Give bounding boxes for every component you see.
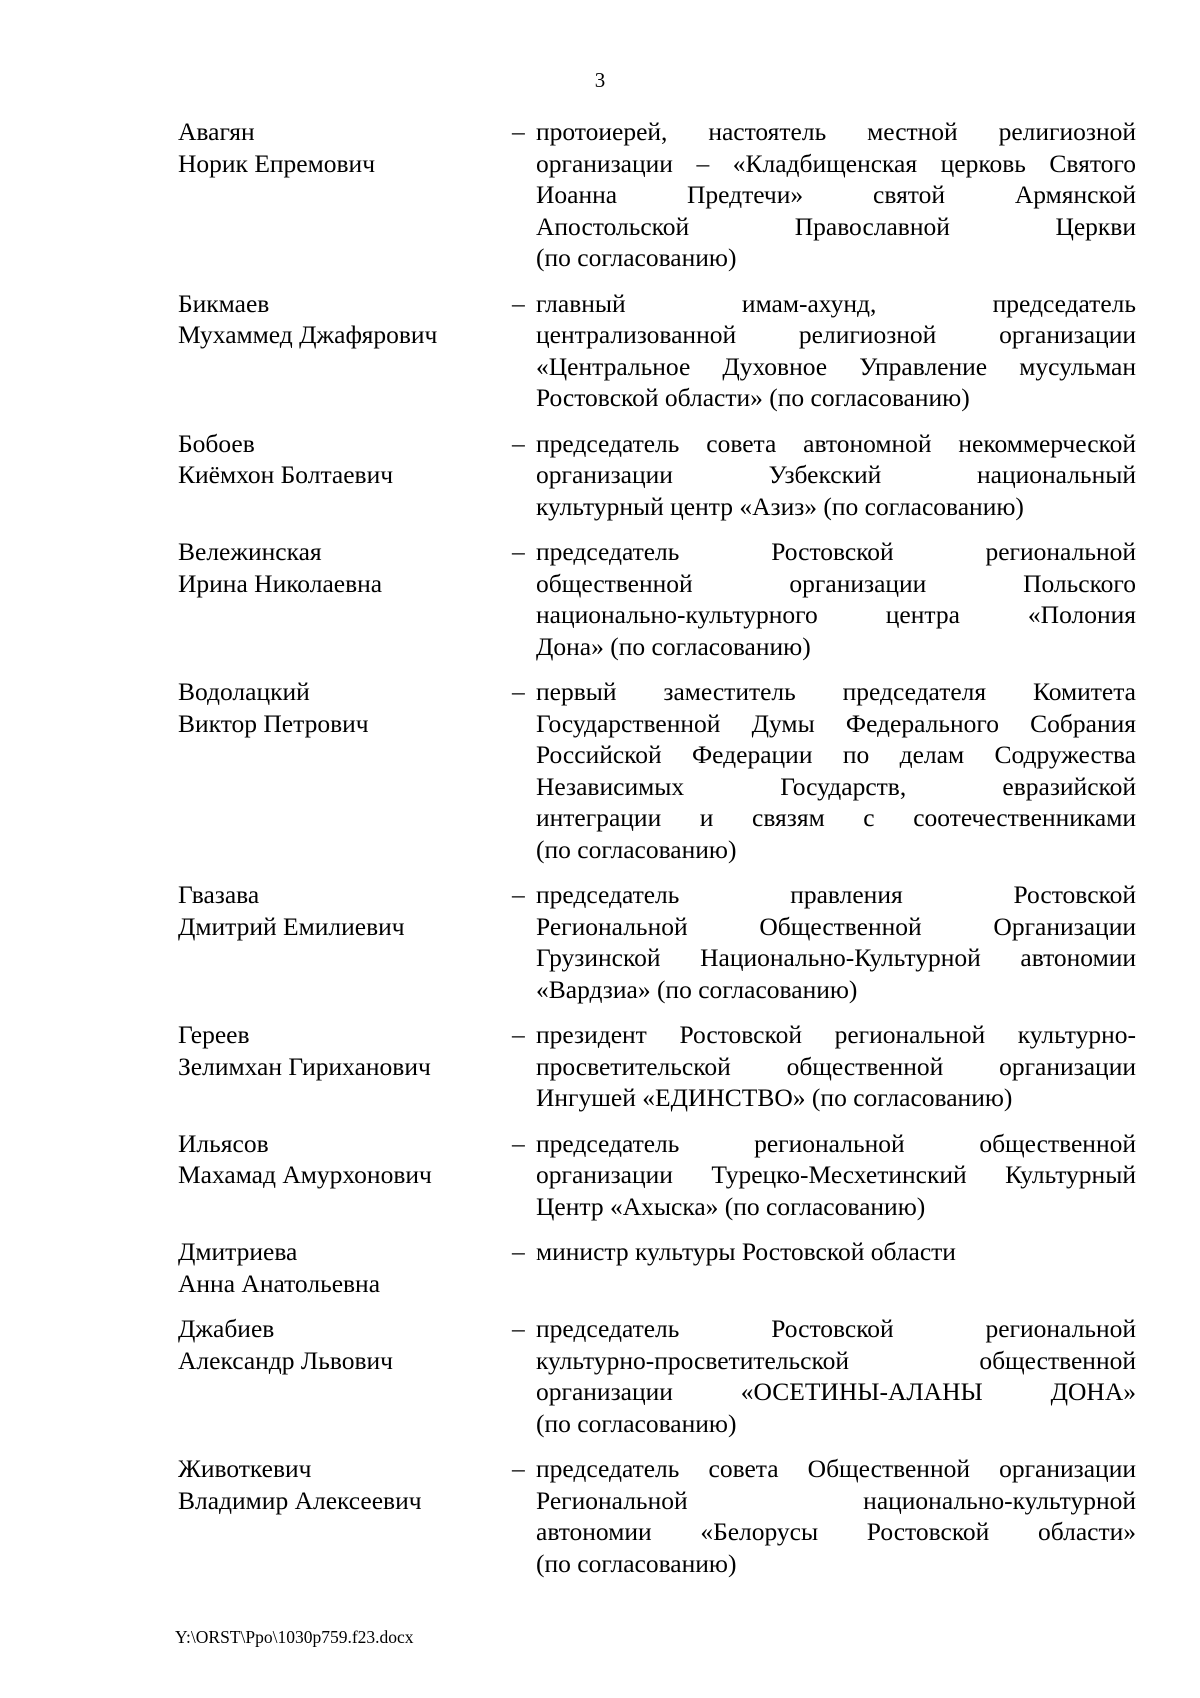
file-path-footer: Y:\ORST\Ppo\1030p759.f23.docx <box>175 1627 414 1647</box>
separator-dash: – <box>512 117 525 146</box>
member-surname: Бикмаев <box>178 288 270 318</box>
member-entry <box>178 428 1148 523</box>
position-line: централизованной религиозной организации <box>536 320 1136 349</box>
position-line: президент Ростовской региональной культурно- <box>536 1020 1136 1049</box>
position-line: (по согласованию) <box>536 1548 737 1578</box>
position-line: Апостольской Православной Церкви <box>536 211 1136 241</box>
member-name <box>178 1236 512 1299</box>
position-line: Независимых Государств, евразийской <box>536 771 1136 801</box>
member-name <box>178 536 512 599</box>
member-given-names: Ирина Николаевна <box>178 568 383 598</box>
member-surname: Дмитриева <box>178 1237 298 1266</box>
member-entry <box>178 536 1148 662</box>
member-entry <box>178 676 1148 865</box>
position-line: «Центральное Духовное Управление мусульман <box>536 351 1136 381</box>
member-given-names: Анна Анатольевна <box>178 1268 381 1298</box>
separator-dash: – <box>512 1020 525 1049</box>
member-position <box>536 1019 1136 1114</box>
position-line: Региональной национально-культурной <box>536 1485 1136 1515</box>
member-surname: Гереев <box>178 1020 250 1049</box>
member-given-names: Виктор Петрович <box>178 708 369 738</box>
position-line: организации Турецко-Месхетинский Культурный <box>536 1160 1136 1189</box>
member-given-names: Владимир Алексеевич <box>178 1485 422 1515</box>
position-line: председатель Ростовской региональной <box>536 1314 1136 1343</box>
position-line: Региональной Общественной Организации <box>536 911 1136 941</box>
position-line: организации «ОСЕТИНЫ-АЛАНЫ ДОНА» <box>536 1377 1136 1406</box>
position-line: культурный центр «Азиз» (по согласованию) <box>536 491 1024 521</box>
member-position <box>536 116 1136 274</box>
member-name <box>178 1453 512 1516</box>
position-line: первый заместитель председателя Комитета <box>536 677 1136 706</box>
member-entry <box>178 879 1148 1005</box>
position-line: Грузинской Национально-Культурной автономии <box>536 943 1136 972</box>
member-entry <box>178 288 1148 414</box>
position-line: (по согласованию) <box>536 243 737 272</box>
member-position <box>536 536 1136 662</box>
member-name <box>178 879 512 942</box>
position-line: Центр «Ахыска» (по согласованию) <box>536 1191 926 1221</box>
member-given-names: Мухаммед Джафярович <box>178 320 438 349</box>
member-entry <box>178 116 1148 274</box>
member-name <box>178 288 512 351</box>
separator-dash: – <box>512 537 525 566</box>
position-line: (по согласованию) <box>536 1408 737 1438</box>
member-position <box>536 1128 1136 1223</box>
position-line: Дона» (по согласованию) <box>536 631 811 661</box>
member-surname: Животкевич <box>178 1454 312 1483</box>
position-line: министр культуры Ростовской области <box>536 1237 956 1266</box>
member-name <box>178 1128 512 1191</box>
separator-dash: – <box>512 1128 525 1158</box>
position-line: культурно-просветительской общественной <box>536 1345 1136 1375</box>
member-position <box>536 879 1136 1005</box>
position-line: председатель региональной общественной <box>536 1128 1136 1158</box>
position-line: (по согласованию) <box>536 834 737 864</box>
member-surname: Джабиев <box>178 1314 275 1343</box>
position-line: председатель совета Общественной организации <box>536 1454 1136 1483</box>
member-entry <box>178 1236 1148 1299</box>
member-surname: Авагян <box>178 117 255 146</box>
member-name <box>178 1019 512 1082</box>
position-line: национально-культурного центра «Полония <box>536 600 1136 629</box>
member-given-names: Махамад Амурхонович <box>178 1160 432 1189</box>
member-name <box>178 116 512 179</box>
member-name <box>178 428 512 491</box>
member-surname: Бобоев <box>178 428 255 458</box>
member-position <box>536 1453 1136 1579</box>
member-given-names: Киёмхон Болтаевич <box>178 460 394 489</box>
member-position <box>536 676 1136 865</box>
separator-dash: – <box>512 288 525 318</box>
member-name <box>178 1313 512 1376</box>
position-line: протоиерей, настоятель местной религиозной <box>536 117 1136 146</box>
position-line: организации – «Кладбищенская церковь Святого <box>536 148 1136 178</box>
position-line: председатель совета автономной некоммерческой <box>536 428 1136 458</box>
separator-dash: – <box>512 1237 525 1266</box>
separator-dash: – <box>512 677 525 706</box>
separator-dash: – <box>512 1314 525 1343</box>
member-position <box>536 1313 1136 1439</box>
position-line: председатель Ростовской региональной <box>536 537 1136 566</box>
separator-dash: – <box>512 1454 525 1483</box>
position-line: Государственной Думы Федерального Собрания <box>536 708 1136 738</box>
member-position <box>536 428 1136 523</box>
position-line: автономии «Белорусы Ростовской области» <box>536 1517 1136 1546</box>
position-line: «Вардзиа» (по согласованию) <box>536 974 858 1004</box>
separator-dash: – <box>512 428 525 458</box>
member-position <box>536 1236 1136 1268</box>
member-surname: Ильясов <box>178 1128 269 1158</box>
member-entry <box>178 1128 1148 1223</box>
member-given-names: Зелимхан Гириханович <box>178 1051 431 1081</box>
position-line: общественной организации Польского <box>536 568 1136 598</box>
position-line: Ростовской области» (по согласованию) <box>536 383 970 412</box>
position-line: председатель правления Ростовской <box>536 880 1136 909</box>
page-number: 3 <box>594 68 606 92</box>
member-list <box>178 116 1148 1593</box>
position-line: интеграции и связям с соотечественниками <box>536 803 1136 832</box>
member-surname: Вележинская <box>178 537 322 566</box>
member-given-names: Александр Львович <box>178 1345 393 1375</box>
position-line: главный имам-ахунд, председатель <box>536 288 1136 318</box>
member-entry <box>178 1453 1148 1579</box>
member-position <box>536 288 1136 414</box>
member-given-names: Норик Епремович <box>178 148 376 178</box>
position-line: организации Узбекский национальный <box>536 460 1136 489</box>
separator-dash: – <box>512 880 525 909</box>
position-line: Ингушей «ЕДИНСТВО» (по согласованию) <box>536 1083 1013 1112</box>
member-surname: Водолацкий <box>178 677 310 706</box>
member-entry <box>178 1313 1148 1439</box>
position-line: Российской Федерации по делам Содружества <box>536 740 1136 769</box>
member-surname: Гвазава <box>178 880 260 909</box>
position-line: просветительской общественной организации <box>536 1051 1136 1081</box>
position-line: Иоанна Предтечи» святой Армянской <box>536 180 1136 209</box>
member-given-names: Дмитрий Емилиевич <box>178 911 405 941</box>
member-name <box>178 676 512 739</box>
member-entry <box>178 1019 1148 1114</box>
